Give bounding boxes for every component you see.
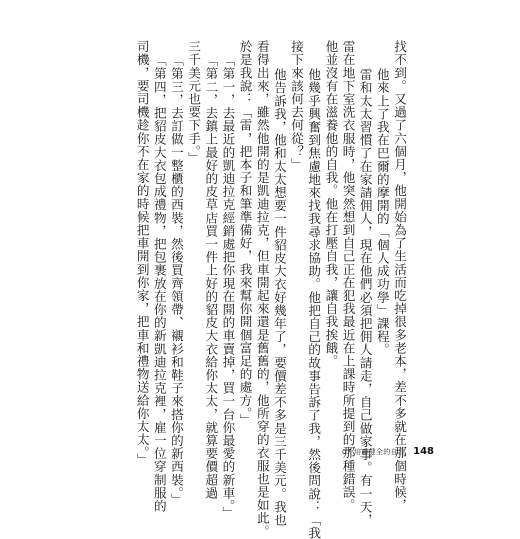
text-column: 他告訴我，他和太太想要一件貂皮大衣好幾年了，要價差不多是三千美元。我也: [271, 67, 287, 527]
text-column: 「第四，把貂皮大衣包成禮物，把包裹放在你的新凱迪拉克裡，雇一位穿制服的: [151, 53, 167, 513]
text-column: 「第二，去鎮上最好的皮草店買一件上好的貂皮大衣給你太太，就算要價超過: [203, 53, 219, 500]
text-column: 他幾乎興奮到焦慮地來找我尋求協助。他把自己的故事告訴了我，然後問說：「我: [306, 67, 322, 539]
text-column: 接下來該何去何從？」: [289, 40, 305, 171]
text-column: 他來上了我在巴爾的摩開的「個人成功學」課程。: [374, 67, 390, 356]
text-column: 司機，要司機趁你不在家的時候把車開到你家，把車和禮物送給你太太。」: [134, 40, 150, 466]
text-column: 找不到。又過了六個月，他開始為了生活而吃掉很多老本，差不多就在那個時候，: [392, 40, 407, 512]
chapter-label: 07 培養健全的自我: [342, 447, 406, 456]
text-column: 看得出來，雖然他開的是凱迪拉克，但車開起來還是舊舊的，他所穿的衣服也是如此。: [254, 40, 270, 538]
text-column: 雷在地下室洗衣服時，他突然想到自己正在犯我最近在上課時所提到的那種錯誤。: [340, 40, 356, 512]
text-column: 「第三，去訂做一整櫃的西裝，然後買齊領帶、襯衫和鞋子來搭你的新西裝。」: [168, 53, 184, 507]
text-column: 「第一，去最近的凱迪拉克經銷處把你現在開的車賣掉，買一台你最愛的新車。」: [220, 53, 236, 520]
text-column: 他並沒有在滋養他的自我。他在打壓自我，讓自我挨餓。: [323, 40, 339, 368]
page-number: 148: [413, 446, 435, 457]
text-column: 三千美元也要下手。」: [186, 40, 202, 165]
text-column: 於是我說：「雷，把本子和筆準備好，我來幫你開個富足的處方。」: [237, 40, 253, 427]
page-footer: [342, 446, 434, 457]
text-column: 雷和太太習慣了在家請佣人，現在他們必須把佣人請走，自己做家事。有一天，: [357, 67, 373, 527]
